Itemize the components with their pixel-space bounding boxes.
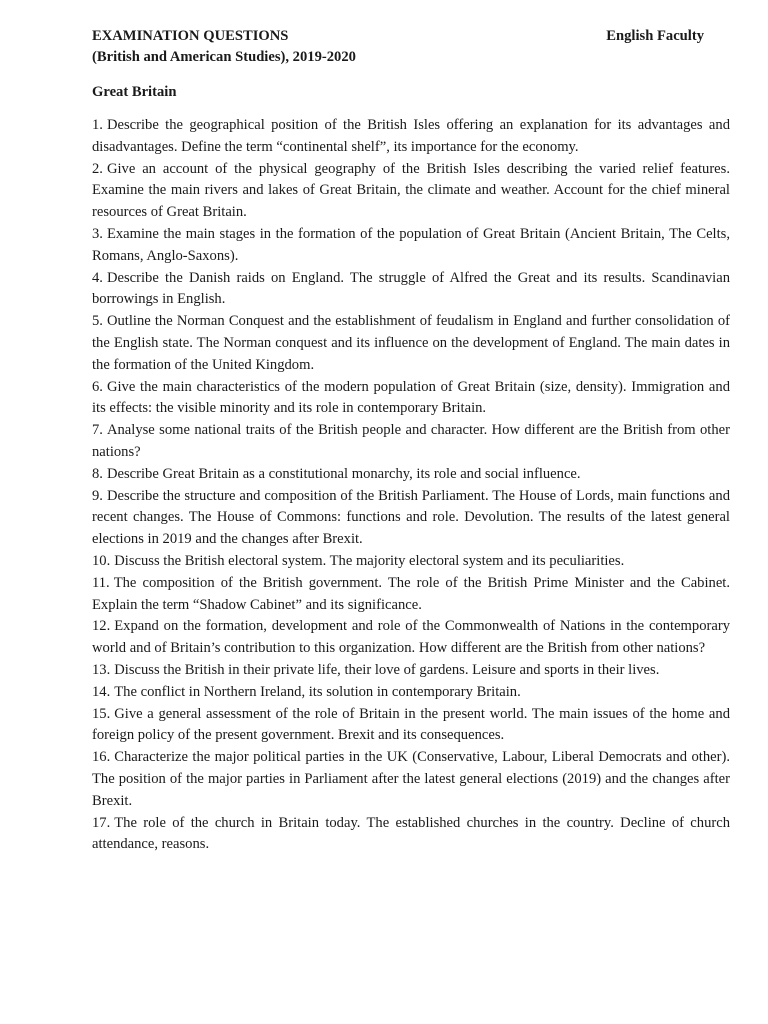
question-item xyxy=(92,747,730,812)
question-number: 14. xyxy=(92,683,111,700)
question-text: Give an account of the physical geography of the British Isles describing the varied relief features. Examine the main rivers and lakes of Great Britain, the climate and weather. Account for the chief mineral resources of Great Britain. xyxy=(92,160,730,221)
question-number: 1. xyxy=(92,117,103,133)
question-text: Characterize the major political parties in the UK (Conservative, Labour, Liberal Democrats and other). The position of the major parties in Parliament after the latest general elections (2019) and the changes after Brexit. xyxy=(92,749,730,809)
question-number: 6. xyxy=(92,378,103,395)
question-text: Outline the Norman Conquest and the establishment of feudalism in England and further consolidation of the English state. The Norman conquest and its influence on the development of England. The main dates in the formation of the United Kingdom. xyxy=(92,313,730,373)
question-text: Describe Great Britain as a constitutional monarchy, its role and social influence. xyxy=(106,465,581,482)
question-item xyxy=(92,486,730,551)
question-number: 17. xyxy=(92,814,111,831)
question-item xyxy=(92,573,730,617)
question-text: Analyse some national traits of the British people and character. How different are the British from other nations? xyxy=(92,422,730,460)
question-number: 2. xyxy=(92,160,103,177)
question-text: Examine the main stages in the formation of the population of Great Britain (Ancient Britain, The Celts, Romans, Anglo-Saxons). xyxy=(92,225,730,264)
document-page xyxy=(92,26,730,856)
question-text: Give the main characteristics of the modern population of Great Britain (size, density). Immigration and its effects: the visible minority and its role in contemporary Britain. xyxy=(92,378,730,417)
question-item xyxy=(92,224,730,268)
question-list xyxy=(92,115,730,856)
document-header xyxy=(92,26,730,68)
question-text: The composition of the British government. The role of the British Prime Minister and the Cabinet. Explain the term “Shadow Cabinet” and its significance. xyxy=(92,574,730,613)
question-item xyxy=(92,704,730,748)
question-number: 3. xyxy=(92,225,103,242)
question-number: 16. xyxy=(92,749,111,766)
question-number: 9. xyxy=(92,487,103,504)
question-item xyxy=(92,551,730,573)
question-text: Describe the Danish raids on England. The struggle of Alfred the Great and its results. Scandinavian borrowings in English. xyxy=(92,269,730,308)
question-item xyxy=(92,377,730,421)
question-item xyxy=(92,660,730,682)
question-text: The conflict in Northern Ireland, its solution in contemporary Britain. xyxy=(114,683,521,700)
question-item xyxy=(92,813,730,857)
question-number: 13. xyxy=(92,661,111,678)
question-item xyxy=(92,420,730,464)
question-item xyxy=(92,115,730,159)
question-number: 8. xyxy=(92,465,103,482)
question-number: 5. xyxy=(92,313,103,330)
section-title: Great Britain xyxy=(92,84,177,100)
question-item xyxy=(92,682,730,704)
faculty-name: English Faculty xyxy=(606,28,704,44)
question-text: Discuss the British in their private life, their love of gardens. Leisure and sports in their lives. xyxy=(114,661,660,678)
question-item xyxy=(92,159,730,224)
question-number: 10. xyxy=(92,552,111,569)
question-number: 4. xyxy=(92,269,103,286)
question-item xyxy=(92,616,730,660)
question-text: Describe the geographical position of the British Isles offering an explanation for its advantages and disadvantages. Define the term “continental shelf”, its importance for the economy. xyxy=(92,117,730,155)
question-item xyxy=(92,268,730,312)
question-number: 7. xyxy=(92,422,103,439)
question-number: 15. xyxy=(92,705,111,722)
question-text: Discuss the British electoral system. The majority electoral system and its peculiarities. xyxy=(114,552,625,569)
question-item xyxy=(92,311,730,376)
question-text: Give a general assessment of the role of Britain in the present world. The main issues of the home and foreign policy of the present government. Brexit and its consequences. xyxy=(92,705,730,744)
question-text: Describe the structure and composition of the British Parliament. The House of Lords, main functions and recent changes. The House of Commons: functions and role. Devolution. The results of the latest general elections in 2019 and the changes after Brexit. xyxy=(92,487,730,548)
exam-subtitle: (British and American Studies), 2019-2020 xyxy=(92,49,356,65)
question-number: 12. xyxy=(92,618,111,635)
question-text: The role of the church in Britain today. The established churches in the country. Decline of church attendance, reasons. xyxy=(92,814,730,853)
question-number: 11. xyxy=(92,574,110,591)
question-item xyxy=(92,464,730,486)
question-text: Expand on the formation, development and role of the Commonwealth of Nations in the contemporary world and of Britain’s contribution to this organization. How different are the British from other nations? xyxy=(92,618,730,657)
exam-title: EXAMINATION QUESTIONS xyxy=(92,28,289,44)
